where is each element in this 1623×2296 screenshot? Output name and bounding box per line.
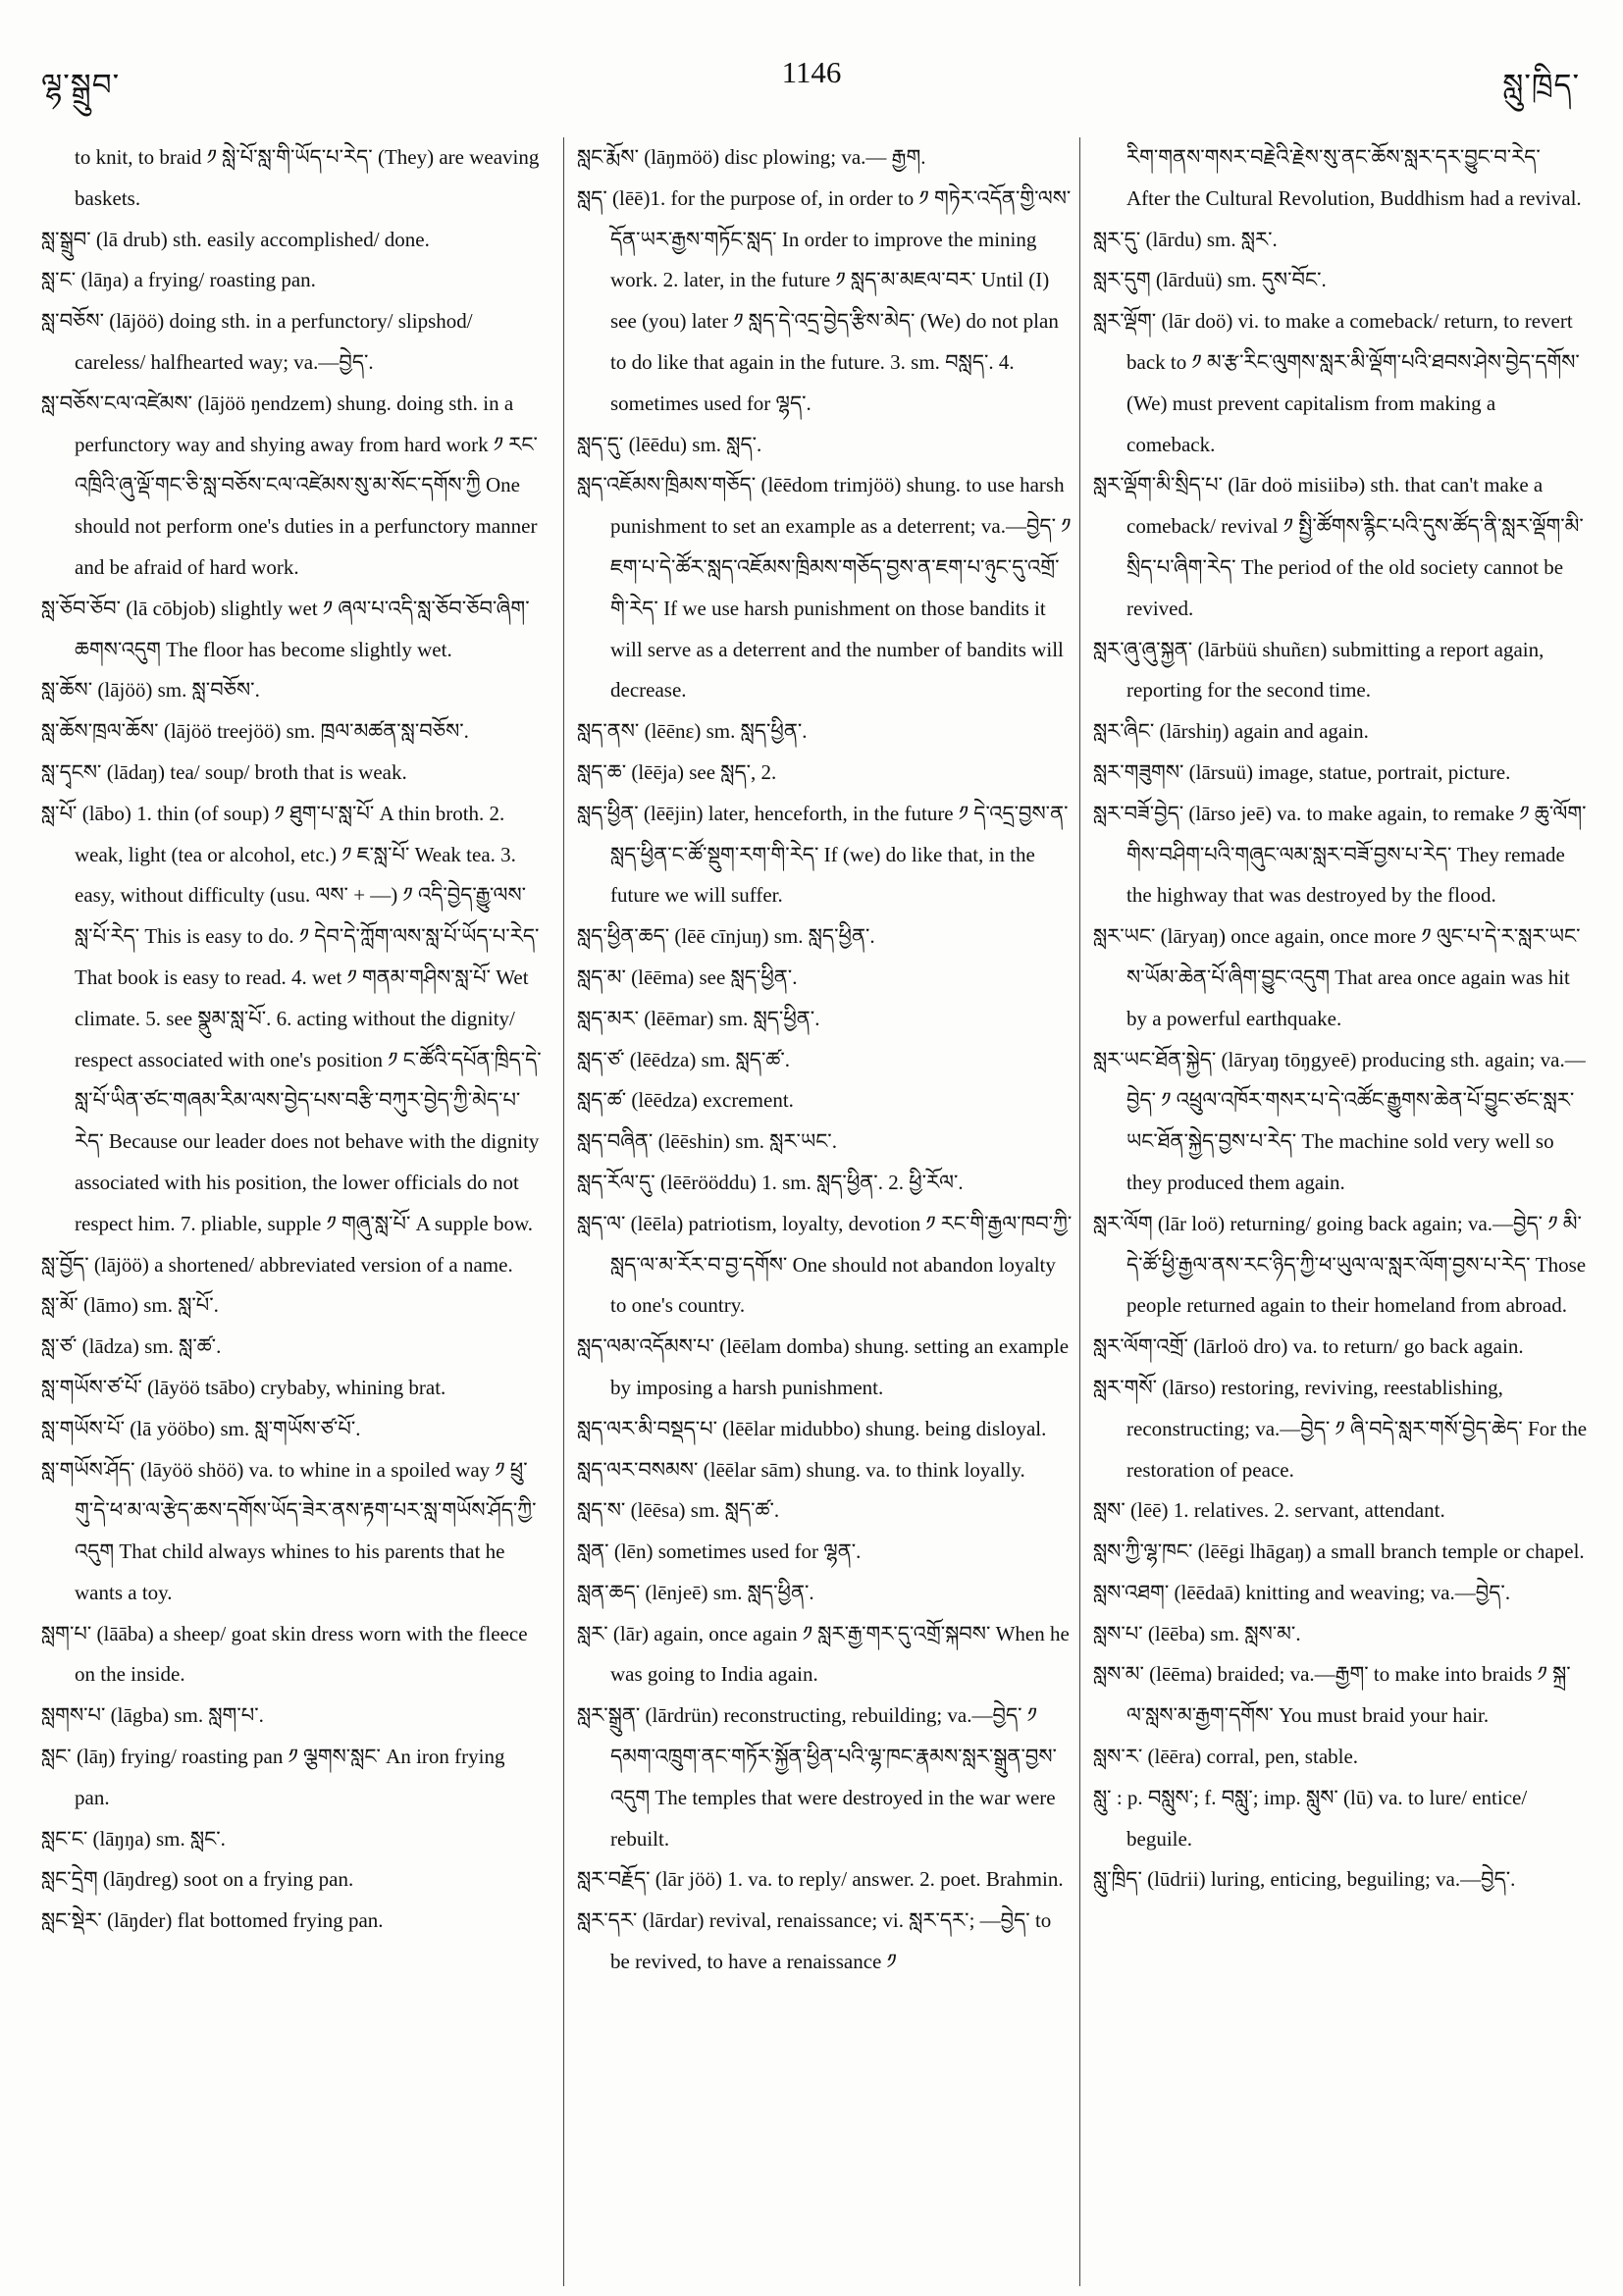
dictionary-entry: སླ་ང་ (lāŋa) a frying/ roasting pan. bbox=[41, 268, 316, 292]
dictionary-entry: སླ་ཆོས་ (lājöö) sm. སླ་བཅོས་. bbox=[41, 678, 260, 703]
dictionary-entry: སླང་ང་ (lāŋŋa) sm. སླང་. bbox=[41, 1826, 226, 1851]
dictionary-entry: སླ་མོ་ (lāmo) sm. སླ་པོ་. bbox=[41, 1293, 219, 1318]
dictionary-entry: སླར་དུག (lārduü) sm. དུས་བོང་. bbox=[1093, 268, 1327, 292]
dictionary-entry: སླང་སྡེར་ (lāŋder) flat bottomed frying pan. bbox=[41, 1908, 384, 1933]
dictionary-entry: སླུ་ཁྲིད་ (lūdrii) luring, enticing, beguiling; va.—བྱེད་. bbox=[1093, 1867, 1516, 1892]
dictionary-entry: སླས་ར་ (lēēra) corral, pen, stable. bbox=[1093, 1745, 1359, 1769]
dictionary-entry: སླས་ཀྱི་ལྷ་ཁང་ (lēēgi lhāgaŋ) a small branch temple or chapel. bbox=[1093, 1539, 1585, 1564]
dictionary-entry: སླད་ཕྱིན་ཆད་ (lēē cīnjuŋ) sm. སླད་ཕྱིན་. bbox=[577, 924, 875, 949]
dictionary-entry: སླར་དར་ (lārdar) revival, renaissance; vi. སླར་དར་; —བྱེད་ to be revived, to have a renaissance ༡ bbox=[577, 1908, 1052, 1974]
dictionary-entry: སླར་སྒྲུན་ (lārdrün) reconstructing, rebuilding; va.—བྱེད་ ༡ དམག་འཁྲུག་ནང་གཏོར་སྐྱོན་ཕྱིན་པའི་ལྷ་ཁང་རྣམས་སླར་སྒྲུན་བྱས་འདུག The temples that were destroyed in the war were rebuilt. bbox=[577, 1703, 1057, 1851]
dictionary-entry: སླད་ལ་ (lēēla) patriotism, loyalty, devotion ༡ རང་གི་རྒྱལ་ཁབ་ཀྱི་སླད་ལ་མ་རོར་བ་བྱ་དགོས་ One should not abandon loyalty to one's country. bbox=[577, 1211, 1073, 1318]
running-head-right: སླུ་ཁྲིད་ bbox=[1502, 68, 1580, 103]
dictionary-entry: སླར་ཡང་ (lāryaŋ) once again, once more ༡ ལུང་པ་དེ་ར་སླར་ཡང་ས་ཡོམ་ཆེན་པོ་ཞིག་བྱུང་འདུག That area once again was hit by a powerful earthquake. bbox=[1093, 924, 1581, 1030]
dictionary-entry: སླར་ཡང་ཐོན་སྐྱེད་ (lāryaŋ tōŋgyeē) producing sth. again; va.—བྱེད་ ༡ འཕྲུལ་འཁོར་གསར་པ་དེ་འཚོང་རྒྱུགས་ཆེན་པོ་བྱུང་ཙང་སླར་ཡང་ཐོན་སྐྱེད་བྱས་པ་རེད་ The machine sold very well so they produced them again. bbox=[1093, 1047, 1586, 1194]
dictionary-entry: སླ་ཅོབ་ཅོབ་ (lā cōbjob) slightly wet ༡ ཞལ་པ་འདི་སླ་ཅོབ་ཅོབ་ཞིག་ཆགས་འདུག The floor has become slightly wet. bbox=[41, 596, 530, 661]
dictionary-entry: སླས་འཐག་ (lēēdaā) knitting and weaving; va.—བྱེད་. bbox=[1093, 1580, 1511, 1604]
dictionary-entry: སླད་ལམ་འདོམས་པ་ (lēēlam domba) shung. setting an example by imposing a harsh punishment. bbox=[577, 1334, 1070, 1399]
column-rule bbox=[1079, 137, 1080, 2286]
dictionary-column-3 bbox=[1093, 137, 1589, 2286]
dictionary-entry: སླང་ (lāŋ) frying/ roasting pan ༡ ལྕགས་སླང་ An iron frying pan. bbox=[41, 1745, 505, 1809]
dictionary-entry: སླས་པ་ (lēēba) sm. སླས་མ་. bbox=[1093, 1621, 1301, 1645]
dictionary-entry: སླུ་ : p. བསླུས་; f. བསླུ་; imp. སླུས་ (lū) va. to lure/ entice/ beguile. bbox=[1093, 1785, 1528, 1851]
dictionary-entry: སླད་དུ་ (lēēdu) sm. སླད་. bbox=[577, 432, 762, 456]
dictionary-entry: སླ་བཅོས་ངལ་འཛེམས་ (lājöö ŋendzem) shung. doing sth. in a perfunctory way and shying away from hard work ༡ རང་འཁྲིའི་ཞུ་ལྡོ་གང་ཅི་སླ་བཅོས་ངལ་འཛེམས་སུ་མ་སོང་དགོས་ཀྱི One should not perform one's duties in a perfunctory manner and be afraid of hard work. bbox=[41, 391, 538, 579]
dictionary-entry: སླད་ཙ་ (lēēdza) sm. སླད་ཚ་. bbox=[577, 1047, 790, 1071]
dictionary-entry: སླད་ཕྱིན་ (lēējin) later, henceforth, in the future ༡ དེ་འདྲ་བྱས་ན་སླད་ཕྱིན་ང་ཚོ་སྡུག་རག་གི་རེད་ If (we) do like that, in the future we will suffer. bbox=[577, 801, 1069, 908]
dictionary-entry: སླད་ས་ (lēēsa) sm. སླད་ཚ་. bbox=[577, 1498, 780, 1523]
dictionary-entry: སླད་མར་ (lēēmar) sm. སླད་ཕྱིན་. bbox=[577, 1006, 820, 1030]
dictionary-entry: སླར་ཞིང་ (lārshiŋ) again and again. bbox=[1093, 719, 1369, 744]
dictionary-entry: སླ་ཆོས་ཁྲལ་ཆོས་ (lājöö treejöö) sm. ཁྲལ་མཚན་སླ་བཅོས་. bbox=[41, 719, 469, 744]
dictionary-entry: སླ་ཙ་ (lādza) sm. སླ་ཚ་. bbox=[41, 1334, 222, 1359]
dictionary-column-1 bbox=[41, 137, 542, 2286]
dictionary-entry: སླད་ལར་མི་བསྡད་པ་ (lēēlar midubbo) shung. being disloyal. bbox=[577, 1416, 1047, 1440]
dictionary-entry: སླད་ནས་ (lēēnε) sm. སླད་ཕྱིན་. bbox=[577, 719, 808, 744]
dictionary-entry: སླག་པ་ (lāāba) a sheep/ goat skin dress worn with the fleece on the inside. bbox=[41, 1621, 528, 1687]
dictionary-entry: སླ་བྱོད་ (lājöö) a shortened/ abbreviated version of a name. bbox=[41, 1252, 513, 1277]
dictionary-entry: སླད་ཚ་ (lēēdza) excrement. bbox=[577, 1088, 794, 1113]
dictionary-entry: རིག་གནས་གསར་བརྗེའི་རྗེས་སུ་ནང་ཆོས་སླར་དར་བྱུང་བ་རེད་ After the Cultural Revolution, Buddhism had a revival. bbox=[1126, 145, 1582, 210]
dictionary-entry: སླན་ཆད་ (lēnjeē) sm. སླད་ཕྱིན་. bbox=[577, 1580, 814, 1604]
dictionary-column-2 bbox=[577, 137, 1073, 2286]
dictionary-entry: སླད་འཇོམས་ཁྲིམས་གཅོད་ (lēēdom trimjöö) shung. to use harsh punishment to set an example as a deterrent; va.—བྱེད་ ༡ ཇག་པ་དེ་ཚོར་སླད་འཇོམས་ཁྲིམས་གཅོད་བྱས་ན་ཇག་པ་ཉུང་དུ་འགྲོ་གི་རེད་ If we use harsh punishment on those bandits it will serve as a deterrent and the number of bandits will decrease. bbox=[577, 473, 1072, 703]
dictionary-entry: སླད་ (lēē)1. for the purpose of, in order to ༡ གཏེར་འདོན་གྱི་ལས་དོན་ཡར་རྒྱས་གཏོང་སླད་ In order to improve the mining work. 2. later, in the future ༡ སླད་མ་མཇལ་བར་ Until (I) see (you) later ༡ སླད་དེ་འདྲ་བྱེད་རྩིས་མེད་ (We) do not plan to do like that again in the future. 3. sm. བསླད་. 4. sometimes used for ལྷད་. bbox=[577, 185, 1072, 415]
dictionary-entry: སླར་ཞུ་ཞུ་སྐྱན་ (lārbüü shuñεn) submitting a report again, reporting for the second time. bbox=[1093, 637, 1544, 703]
page-number: 1146 bbox=[781, 55, 842, 89]
dictionary-entry: སླས་མ་ (lēēma) braided; va.—རྒྱག་ to make into braids ༡ སྐྲ་ལ་སླས་མ་རྒྱག་དགོས་ You must braid your hair. bbox=[1093, 1662, 1571, 1728]
dictionary-entry: སླ་དྭངས་ (lādaŋ) tea/ soup/ broth that is weak. bbox=[41, 759, 407, 784]
dictionary-entry: སླ་བཅོས་ (lājöö) doing sth. in a perfunctory/ slipshod/ careless/ halfhearted way; va.—བྱེད་. bbox=[41, 309, 473, 374]
dictionary-entry: སླར་ལྡོག་ (lār doö) vi. to make a comeback/ return, to revert back to ༡ མ་རྩ་རིང་ལུགས་སླར་མི་ལྡོག་པའི་ཐབས་ཤེས་བྱེད་དགོས་ (We) must prevent capitalism from making a comeback. bbox=[1093, 309, 1580, 456]
dictionary-entry: སླར་བཟོ་བྱེད་ (lārso jeē) va. to make again, to remake ༡ ཆུ་ལོག་གིས་བཤིག་པའི་གཞུང་ལམ་སླར་བཟོ་བྱས་པ་རེད་ They remade the highway that was destroyed by the flood. bbox=[1093, 801, 1587, 908]
dictionary-entry: སླར་གཟུགས་ (lārsuü) image, statue, portrait, picture. bbox=[1093, 759, 1511, 784]
dictionary-entry: སླར་བརྗོད་ (lār jöö) 1. va. to reply/ answer. 2. poet. Brahmin. bbox=[577, 1867, 1064, 1892]
dictionary-entry: སླང་རྨོས་ (lāŋmöö) disc plowing; va.— རྒྱག. bbox=[577, 145, 926, 169]
dictionary-entry: སླར་ (lār) again, once again ༡ སླར་རྒྱ་གར་དུ་འགྲོ་སྐབས་ When he was going to India again. bbox=[577, 1621, 1070, 1687]
column-rule bbox=[563, 137, 564, 2286]
running-head-left: ལྷ་སྒྲུབ་ bbox=[41, 68, 121, 103]
dictionary-entry: སླར་ལོག (lār loö) returning/ going back again; va.—བྱེད་ ༡ མི་དེ་ཚོ་ཕྱི་རྒྱལ་ནས་རང་ཉིད་ཀྱི་ཕ་ཡུལ་ལ་སླར་ལོག་བྱས་པ་རེད་ Those people returned again to their homeland from abroad. bbox=[1093, 1211, 1587, 1318]
dictionary-entry: སླ་གཡོས་ཤོད་ (lāyöö shöö) va. to whine in a spoiled way ༡ ཕྲུ་གུ་དེ་ཕ་མ་ལ་རྩེད་ཆས་དགོས་ཡོད་ཟེར་ནས་རྟག་པར་སླ་གཡོས་ཤོད་ཀྱི་འདུག That child always whines to his parents that he wants a toy. bbox=[41, 1457, 537, 1604]
dictionary-entry: སླད་ཆ་ (lēēja) see སླད་, 2. bbox=[577, 759, 777, 784]
dictionary-entry: སླ་སྒྲུབ་ (lā drub) sth. easily accomplished/ done. bbox=[41, 227, 430, 251]
dictionary-entry: སླར་ལོག་འགྲོ་ (lārloö dro) va. to return/ go back again. bbox=[1093, 1334, 1524, 1359]
dictionary-entry: to knit, to braid ༡ སླེ་པོ་སླ་གི་ཡོད་པ་རེད་ (They) are weaving baskets. bbox=[75, 145, 540, 210]
dictionary-entry: སླར་ལྡོག་མི་སྲིད་པ་ (lār doö misiibə) sth. that can't make a comeback/ revival ༡ སྤྱི་ཚོགས་རྙིང་པའི་དུས་ཚོད་ནི་སླར་ལྡོག་མི་སྲིད་པ་ཞིག་རེད་ The period of the old society cannot be revived. bbox=[1093, 473, 1584, 620]
dictionary-entry: སླ་གཡོས་ཙ་པོ་ (lāyöö tsābo) crybaby, whining brat. bbox=[41, 1375, 446, 1399]
dictionary-entry: སླང་དྲེག (lāŋdreg) soot on a frying pan. bbox=[41, 1867, 354, 1892]
dictionary-entry: སླ་གཡོས་པོ་ (lā yööbo) sm. སླ་གཡོས་ཙ་པོ་. bbox=[41, 1416, 361, 1440]
dictionary-entry: སླས་ (lēē) 1. relatives. 2. servant, attendant. bbox=[1093, 1498, 1445, 1523]
dictionary-entry: སླད་ལར་བསམས་ (lēēlar sām) shung. va. to think loyally. bbox=[577, 1457, 1025, 1482]
dictionary-entry: སླན་ (lēn) sometimes used for ལྷན་. bbox=[577, 1539, 862, 1564]
dictionary-entry: སླད་རོལ་དུ་ (lēērööddu) 1. sm. སླད་ཕྱིན་. 2. ཕྱི་རོལ་. bbox=[577, 1170, 964, 1194]
dictionary-entry: སླ་པོ་ (lābo) 1. thin (of soup) ༡ ཐུག་པ་སླ་པོ་ A thin broth. 2. weak, light (tea or alcohol, etc.) ༡ ཇ་སླ་པོ་ Weak tea. 3. easy, without difficulty (usu. ལས་ + —) ༡ འདི་བྱེད་རྒྱུ་ལས་སླ་པོ་རེད་ This is easy to do. ༡ དེབ་དེ་ཀློག་ལས་སླ་པོ་ཡོད་པ་རེད་ That book is easy to read. 4. wet ༡ གནམ་གཤིས་སླ་པོ་ Wet climate. 5. see སྣུམ་སླ་པོ་. 6. acting without the dignity/ respect associated with one's position ༡ ང་ཚོའི་དཔོན་ཁྲིད་དེ་སླ་པོ་ཡིན་ཙང་གཞམ་རིམ་ལས་བྱེད་པས་བརྩི་བཀུར་བྱེད་ཀྱི་མེད་པ་རེད་ Because our leader does not behave with the dignity associated with his position, the lower officials do not respect him. 7. pliable, supple ༡ གཞུ་སླ་པོ་ A supple bow. bbox=[41, 801, 542, 1235]
dictionary-entry: སླར་གསོ་ (lārso) restoring, reviving, reestablishing, reconstructing; va.—བྱེད་ ༡ ཞི་བདེ་སླར་གསོ་བྱེད་ཆེད་ For the restoration of peace. bbox=[1093, 1375, 1588, 1482]
dictionary-entry: སླར་དུ་ (lārdu) sm. སླར་. bbox=[1093, 227, 1278, 251]
dictionary-entry: སླགས་པ་ (lāgba) sm. སླག་པ་. bbox=[41, 1703, 264, 1728]
dictionary-entry: སླད་བཞིན་ (lēēshin) sm. སླར་ཡང་. bbox=[577, 1129, 837, 1154]
dictionary-entry: སླད་མ་ (lēēma) see སླད་ཕྱིན་. bbox=[577, 965, 798, 989]
